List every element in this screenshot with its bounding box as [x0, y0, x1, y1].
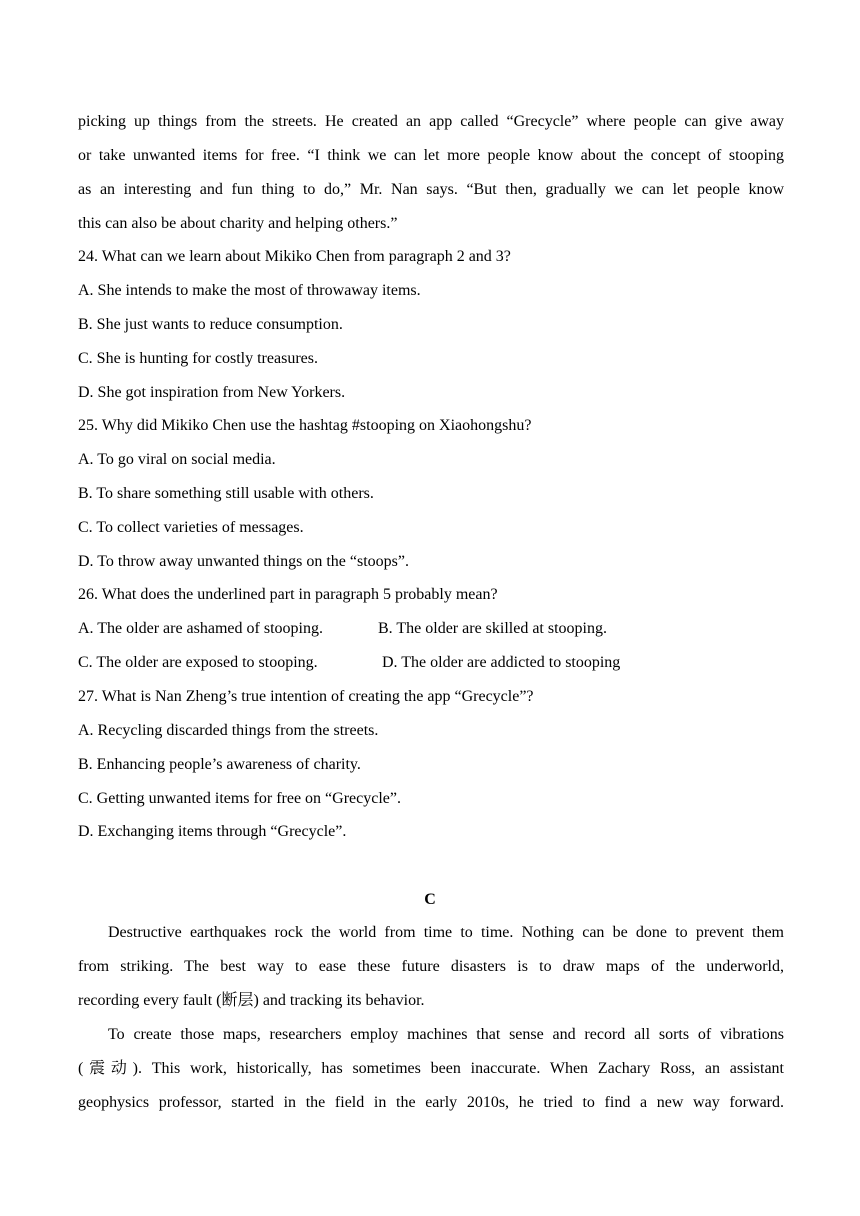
passage-b-line-2: or take unwanted items for free. “I think we can let more people know about the concept of stooping	[78, 147, 784, 164]
section-c-p2-line-3: geophysics professor, started in the field in the early 2010s, he tried to find a new way forward.	[78, 1094, 784, 1111]
question-27-option-c: C. Getting unwanted items for free on “Grecycle”.	[78, 790, 401, 807]
question-27-option-b: B. Enhancing people’s awareness of charity.	[78, 756, 361, 773]
question-24-option-d: D. She got inspiration from New Yorkers.	[78, 384, 346, 401]
section-c-heading: C	[424, 891, 436, 908]
question-26-stem: 26. What does the underlined part in paragraph 5 probably mean?	[78, 586, 498, 603]
question-26-option-b: B. The older are skilled at stooping.	[378, 620, 607, 637]
question-24-stem: 24. What can we learn about Mikiko Chen from paragraph 2 and 3?	[78, 248, 511, 265]
section-c-p2-line-2: (震动). This work, historically, has sometimes been inaccurate. When Zachary Ross, an assistant	[78, 1060, 784, 1077]
section-c-p1-line-3: recording every fault (断层) and tracking its behavior.	[78, 992, 425, 1009]
passage-b-line-1: picking up things from the streets. He created an app called “Grecycle” where people can give away	[78, 113, 784, 130]
question-24-option-c: C. She is hunting for costly treasures.	[78, 350, 318, 367]
question-26-option-d: D. The older are addicted to stooping	[382, 654, 621, 671]
question-26-option-c: C. The older are exposed to stooping.	[78, 654, 318, 671]
question-25-option-d: D. To throw away unwanted things on the “stoops”.	[78, 553, 409, 570]
question-25-option-b: B. To share something still usable with others.	[78, 485, 374, 502]
question-26-option-a: A. The older are ashamed of stooping.	[78, 620, 323, 637]
passage-b-line-4: this can also be about charity and helping others.”	[78, 215, 398, 232]
question-24-option-a: A. She intends to make the most of throwaway items.	[78, 282, 421, 299]
question-25-stem: 25. Why did Mikiko Chen use the hashtag #stooping on Xiaohongshu?	[78, 417, 532, 434]
question-27-option-d: D. Exchanging items through “Grecycle”.	[78, 823, 347, 840]
question-27-option-a: A. Recycling discarded things from the streets.	[78, 722, 379, 739]
question-25-option-c: C. To collect varieties of messages.	[78, 519, 304, 536]
section-c-p1-line-2: from striking. The best way to ease these future disasters is to draw maps of the underworld,	[78, 958, 784, 975]
section-c-p2-line-1: To create those maps, researchers employ machines that sense and record all sorts of vibrations	[108, 1026, 784, 1043]
section-c-p1-line-1: Destructive earthquakes rock the world from time to time. Nothing can be done to prevent them	[108, 924, 784, 941]
passage-b-line-3: as an interesting and fun thing to do,” Mr. Nan says. “But then, gradually we can let people know	[78, 181, 784, 198]
question-27-stem: 27. What is Nan Zheng’s true intention of creating the app “Grecycle”?	[78, 688, 534, 705]
question-24-option-b: B. She just wants to reduce consumption.	[78, 316, 343, 333]
question-25-option-a: A. To go viral on social media.	[78, 451, 276, 468]
